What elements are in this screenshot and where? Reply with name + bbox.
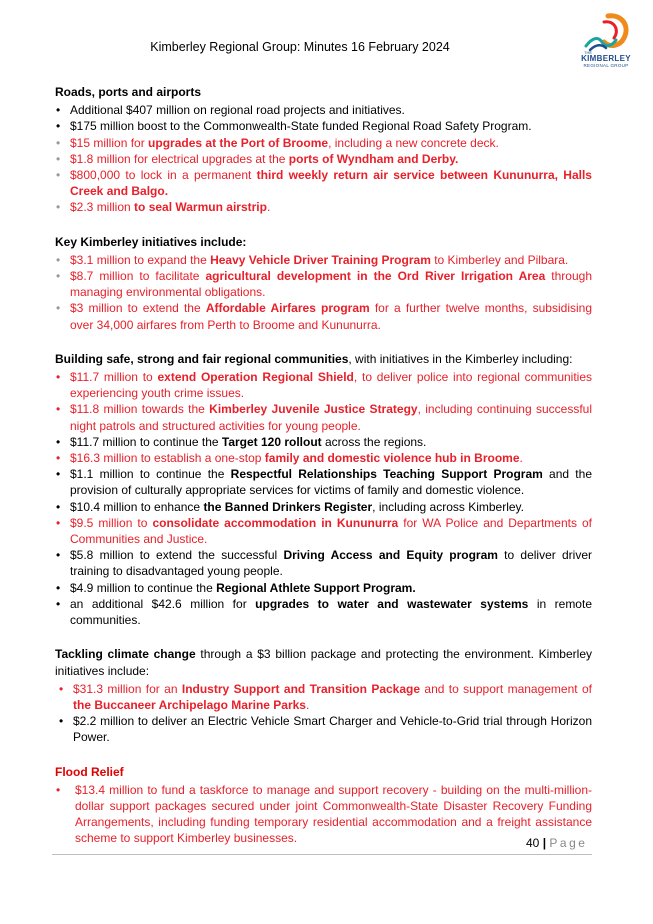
logo-subtitle-text: REGIONAL GROUP — [583, 63, 629, 68]
bullet-icon: • — [56, 168, 61, 183]
section-climate-change — [55, 646, 592, 745]
list-item: • $2.3 million to seal Warmun airstrip. — [56, 200, 271, 215]
bullet-icon: • — [56, 151, 61, 166]
list-item: • $3.1 million to expand the Heavy Vehicle Driver Training Program to Kimberley and Pilbara. — [56, 252, 569, 267]
minutes-content — [55, 84, 592, 865]
list-item: • $10.4 million to enhance the Banned Drinkers Register, including across Kimberley. — [56, 499, 524, 514]
bullet-icon: • — [56, 782, 61, 797]
list-item: • $9.5 million to consolidate accommodation in Kununurra for WA Police and Departments of Communities and Justice. — [56, 515, 592, 547]
list-item: • $16.3 million to establish a one-stop family and domestic violence hub in Broome. — [56, 451, 523, 466]
bullet-icon: • — [56, 200, 61, 215]
list-item: • $13.4 million to fund a taskforce to manage and support recovery - building on the multi-million-dollar support packages secured under joint Commonwealth-State Disaster Recovery Funding Arrangements, including funding temporary residential accommodation and a freight assistance scheme to support Kimberley businesses. — [56, 782, 592, 846]
bullet-list — [55, 252, 592, 333]
list-item: • $800,000 to lock in a permanent third weekly return air service between Kununurra, Halls Creek and Balgo. — [56, 168, 592, 199]
list-item: • $1.1 million to continue the Respectful Relationships Teaching Support Program and the provision of culturally appropriate services for victims of family and domestic violence. — [56, 467, 592, 498]
bullet-icon: • — [56, 269, 61, 284]
kimberley-regional-group-logo — [578, 12, 634, 70]
bullet-list — [55, 369, 592, 628]
list-item: • $175 million boost to the Commonwealth-State funded Regional Road Safety Program. — [56, 119, 532, 134]
logo-the-text: THE — [584, 50, 592, 55]
section-roads-ports-airports — [55, 84, 592, 216]
list-item: • $31.3 million for an Industry Support and Transition Package and to support management of the Buccaneer Archipelago Marine Parks. — [59, 681, 592, 712]
section-intro: Building safe, strong and fair regional communities, with initiatives in the Kimberley including: — [55, 351, 573, 366]
bullet-icon: • — [56, 103, 61, 118]
page-label: Page — [549, 836, 588, 850]
bullet-icon: • — [56, 596, 61, 611]
bullet-list — [55, 681, 592, 746]
section-heading: Roads, ports and airports — [55, 85, 202, 99]
bullet-icon: • — [56, 467, 61, 482]
bullet-icon: • — [56, 119, 61, 134]
logo-name-text: KIMBERLEY — [581, 54, 631, 63]
page-footer — [526, 836, 587, 850]
bullet-icon: • — [56, 451, 61, 466]
bullet-list — [55, 102, 592, 215]
section-key-kimberley-initiatives — [55, 234, 592, 333]
bullet-icon: • — [56, 515, 61, 530]
list-item: • $3 million to extend the Affordable Airfares program for a further twelve months, subsidising over 34,000 airfares from Perth to Broome and Kununurra. — [56, 301, 593, 332]
bullet-list — [55, 782, 592, 847]
bullet-icon: • — [59, 681, 64, 696]
section-intro: Tackling climate change through a $3 billion package and protecting the environment. Kimberley initiatives include: — [55, 647, 592, 678]
list-item: • $8.7 million to facilitate agricultural development in the Ord River Irrigation Area through managing environmental obligations. — [56, 269, 592, 300]
list-item: • $4.9 million to continue the Regional Athlete Support Program. — [56, 580, 416, 595]
page-separator: | — [539, 836, 550, 850]
page-header-title: Kimberley Regional Group: Minutes 16 February 2024 — [150, 40, 450, 54]
list-item: • $11.7 million to continue the Target 120 rollout across the regions. — [56, 434, 427, 449]
bullet-icon: • — [56, 301, 61, 316]
bullet-icon: • — [56, 434, 61, 449]
section-flood-relief — [55, 764, 592, 847]
bullet-icon: • — [59, 714, 64, 729]
logo-swirl-icon — [578, 12, 634, 54]
list-item: • an additional $42.6 million for upgrades to water and wastewater systems in remote communities. — [56, 596, 592, 628]
page-number: 40 — [526, 836, 540, 850]
list-item: • Additional $407 million on regional road projects and initiatives. — [56, 103, 405, 118]
list-item: • $5.8 million to extend the successful Driving Access and Equity program to deliver driver training to disadvantaged young people. — [56, 548, 592, 579]
bullet-icon: • — [56, 499, 61, 514]
bullet-icon: • — [56, 252, 61, 267]
bullet-icon: • — [56, 402, 61, 417]
section-heading: Flood Relief — [55, 764, 124, 779]
bullet-icon: • — [56, 548, 61, 563]
section-heading: Key Kimberley initiatives include: — [55, 234, 247, 249]
bullet-icon: • — [56, 370, 61, 385]
list-item: • $1.8 million for electrical upgrades at the ports of Wyndham and Derby. — [56, 151, 459, 166]
footer-divider — [52, 854, 592, 855]
bullet-icon: • — [56, 580, 61, 595]
list-item: • $2.2 million to deliver an Electric Vehicle Smart Charger and Vehicle-to-Grid trial through Horizon Power. — [59, 714, 592, 745]
bullet-icon: • — [56, 135, 61, 150]
list-item: • $15 million for upgrades at the Port of Broome, including a new concrete deck. — [56, 135, 499, 150]
section-safe-communities — [55, 351, 592, 628]
list-item: • $11.7 million to extend Operation Regional Shield, to deliver police into regional communities experiencing youth crime issues. — [56, 370, 593, 401]
list-item: • $11.8 million towards the Kimberley Juvenile Justice Strategy, including continuing successful night patrols and structured activities for young people. — [56, 402, 592, 433]
